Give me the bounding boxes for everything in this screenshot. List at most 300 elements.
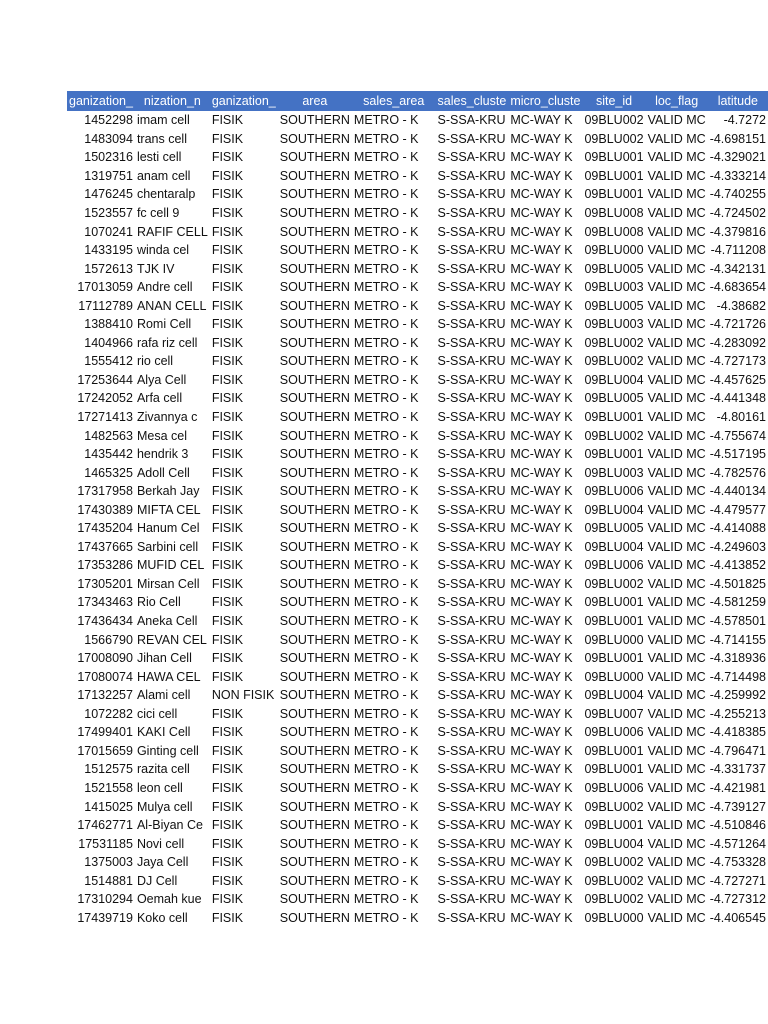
table-cell[interactable]: 1521558: [84, 780, 133, 795]
table-cell[interactable]: Koko cell: [136, 910, 188, 925]
table-cell[interactable]: Romi Cell: [136, 317, 192, 332]
table-cell[interactable]: REVAN CEL: [136, 632, 207, 647]
table-cell[interactable]: -4.740255: [709, 187, 766, 202]
table-cell[interactable]: S-SSA-KRU: [437, 855, 506, 870]
table-cell[interactable]: FISIK: [211, 206, 244, 220]
table-cell[interactable]: SOUTHERN: [279, 131, 350, 146]
table-cell[interactable]: SOUTHERN: [279, 576, 350, 591]
table-cell[interactable]: 17436434: [77, 614, 133, 629]
table-cell[interactable]: SOUTHERN: [279, 317, 350, 332]
table-cell[interactable]: imam cell: [136, 113, 190, 128]
table-cell[interactable]: -4.7272: [723, 113, 766, 128]
table-cell[interactable]: 17253644: [77, 372, 133, 387]
table-cell[interactable]: MC-WAY K: [510, 614, 573, 629]
table-cell[interactable]: rio cell: [136, 354, 174, 369]
table-cell[interactable]: 09BLU005: [584, 298, 644, 313]
table-cell[interactable]: VALID MC: [647, 168, 706, 183]
table-cell[interactable]: METRO - K: [353, 614, 419, 629]
table-cell[interactable]: 09BLU001: [584, 447, 644, 462]
table-cell[interactable]: VALID MC: [647, 539, 706, 554]
table-cell[interactable]: METRO - K: [353, 354, 419, 369]
table-cell[interactable]: -4.283092: [709, 335, 766, 350]
table-cell[interactable]: -4.259992: [709, 688, 766, 703]
table-cell[interactable]: VALID MC: [647, 595, 706, 610]
table-cell[interactable]: 09BLU001: [584, 762, 644, 777]
table-cell[interactable]: 17310294: [77, 892, 133, 907]
table-cell[interactable]: anam cell: [136, 168, 191, 183]
column-header[interactable]: sales_cluste: [436, 91, 509, 111]
table-cell[interactable]: 09BLU001: [584, 187, 644, 202]
table-cell[interactable]: 17013059: [77, 280, 133, 295]
table-cell[interactable]: VALID MC: [647, 799, 706, 814]
table-cell[interactable]: SOUTHERN: [279, 224, 350, 239]
table-cell[interactable]: S-SSA-KRU: [437, 576, 506, 591]
table-cell[interactable]: FISIK: [211, 298, 244, 313]
table-cell[interactable]: S-SSA-KRU: [437, 706, 506, 721]
table-cell[interactable]: SOUTHERN: [279, 502, 350, 517]
table-cell[interactable]: Berkah Jay: [136, 484, 200, 499]
table-cell[interactable]: METRO - K: [353, 410, 419, 425]
table-cell[interactable]: MC-WAY K: [510, 539, 573, 554]
table-cell[interactable]: 09BLU001: [584, 614, 644, 629]
table-cell[interactable]: Mirsan Cell: [136, 576, 200, 591]
table-cell[interactable]: S-SSA-KRU: [437, 521, 506, 536]
table-cell[interactable]: 17317958: [77, 484, 133, 499]
table-cell[interactable]: 09BLU004: [584, 502, 644, 517]
table-cell[interactable]: 17112789: [78, 298, 133, 313]
table-cell[interactable]: -4.755674: [709, 428, 766, 443]
table-cell[interactable]: rafa riz cell: [136, 335, 198, 350]
table-cell[interactable]: -4.406545: [709, 910, 766, 925]
table-cell[interactable]: 09BLU004: [584, 372, 644, 387]
table-cell[interactable]: SOUTHERN: [279, 539, 350, 554]
table-cell[interactable]: MC-WAY K: [510, 669, 573, 684]
table-cell[interactable]: Arfa cell: [136, 391, 183, 406]
table-cell[interactable]: SOUTHERN: [279, 799, 350, 814]
table-cell[interactable]: 09BLU000: [584, 243, 644, 258]
table-cell[interactable]: SOUTHERN: [279, 261, 350, 276]
table-cell[interactable]: Oemah kue: [136, 892, 202, 907]
table-cell[interactable]: SOUTHERN: [279, 354, 350, 369]
table-cell[interactable]: S-SSA-KRU: [437, 465, 506, 480]
table-cell[interactable]: -4.517195: [709, 447, 766, 462]
table-cell[interactable]: 09BLU006: [584, 484, 644, 499]
table-cell[interactable]: S-SSA-KRU: [437, 354, 506, 369]
table-cell[interactable]: 09BLU007: [584, 706, 644, 721]
table-cell[interactable]: METRO - K: [353, 521, 419, 536]
table-cell[interactable]: -4.379816: [709, 224, 766, 239]
table-cell[interactable]: SOUTHERN: [279, 335, 350, 350]
table-cell[interactable]: Ginting cell: [136, 743, 199, 758]
table-cell[interactable]: -4.38682: [716, 298, 766, 313]
table-cell[interactable]: VALID MC: [647, 576, 706, 591]
table-cell[interactable]: SOUTHERN: [279, 484, 350, 499]
table-cell[interactable]: FISIK: [211, 447, 244, 462]
table-cell[interactable]: VALID MC: [647, 669, 706, 684]
table-cell[interactable]: 17080074: [77, 669, 133, 684]
table-cell[interactable]: S-SSA-KRU: [437, 261, 506, 276]
table-cell[interactable]: SOUTHERN: [279, 243, 350, 258]
table-cell[interactable]: METRO - K: [353, 206, 419, 220]
table-cell[interactable]: 09BLU000: [584, 910, 644, 925]
table-cell[interactable]: METRO - K: [353, 428, 419, 443]
table-cell[interactable]: Zivannya c: [136, 410, 198, 425]
table-cell[interactable]: FISIK: [211, 743, 244, 758]
table-cell[interactable]: 09BLU002: [584, 892, 644, 907]
table-cell[interactable]: MC-WAY K: [510, 688, 573, 703]
table-cell[interactable]: FISIK: [211, 113, 244, 128]
column-header[interactable]: nization_n: [135, 91, 210, 111]
table-cell[interactable]: METRO - K: [353, 502, 419, 517]
table-cell[interactable]: Novi cell: [136, 836, 185, 851]
table-cell[interactable]: S-SSA-KRU: [437, 206, 506, 220]
table-cell[interactable]: MC-WAY K: [510, 502, 573, 517]
table-cell[interactable]: VALID MC: [647, 762, 706, 777]
table-cell[interactable]: 09BLU002: [584, 354, 644, 369]
table-cell[interactable]: Adoll Cell: [136, 465, 190, 480]
table-cell[interactable]: -4.421981: [709, 780, 766, 795]
table-cell[interactable]: MC-WAY K: [510, 465, 573, 480]
table-cell[interactable]: VALID MC: [647, 892, 706, 907]
table-cell[interactable]: MC-WAY K: [510, 187, 573, 202]
table-cell[interactable]: SOUTHERN: [279, 410, 350, 425]
table-cell[interactable]: VALID MC: [647, 391, 706, 406]
table-cell[interactable]: VALID MC: [647, 706, 706, 721]
table-cell[interactable]: 17242052: [77, 391, 133, 406]
table-cell[interactable]: FISIK: [211, 818, 244, 833]
table-cell[interactable]: 1070241: [84, 224, 133, 239]
table-cell[interactable]: winda cel: [136, 243, 190, 258]
table-cell[interactable]: -4.581259: [709, 595, 766, 610]
table-cell[interactable]: 1502316: [84, 150, 133, 165]
table-cell[interactable]: VALID MC: [647, 187, 706, 202]
table-cell[interactable]: MC-WAY K: [510, 168, 573, 183]
table-cell[interactable]: 1572613: [84, 261, 133, 276]
table-cell[interactable]: METRO - K: [353, 465, 419, 480]
column-header[interactable]: loc_flag: [646, 91, 708, 111]
table-cell[interactable]: VALID MC: [647, 243, 706, 258]
table-cell[interactable]: -4.796471: [709, 743, 766, 758]
table-cell[interactable]: 1319751: [84, 168, 133, 183]
table-cell[interactable]: 09BLU002: [584, 855, 644, 870]
table-cell[interactable]: SOUTHERN: [279, 372, 350, 387]
table-cell[interactable]: FISIK: [211, 391, 244, 406]
table-cell[interactable]: MC-WAY K: [510, 706, 573, 721]
table-cell[interactable]: 09BLU001: [584, 651, 644, 666]
table-cell[interactable]: SOUTHERN: [279, 762, 350, 777]
table-cell[interactable]: METRO - K: [353, 335, 419, 350]
table-cell[interactable]: S-SSA-KRU: [437, 818, 506, 833]
table-cell[interactable]: FISIK: [211, 576, 244, 591]
table-cell[interactable]: 09BLU001: [584, 150, 644, 165]
table-cell[interactable]: MC-WAY K: [510, 391, 573, 406]
table-cell[interactable]: -4.724502: [709, 206, 766, 220]
table-cell[interactable]: 17015659: [77, 743, 133, 758]
table-cell[interactable]: MC-WAY K: [510, 113, 573, 128]
table-cell[interactable]: METRO - K: [353, 317, 419, 332]
table-cell[interactable]: MC-WAY K: [510, 243, 573, 258]
table-cell[interactable]: -4.711208: [710, 243, 766, 258]
table-cell[interactable]: TJK IV: [136, 261, 175, 276]
table-cell[interactable]: S-SSA-KRU: [437, 447, 506, 462]
table-cell[interactable]: FISIK: [211, 150, 244, 165]
table-cell[interactable]: METRO - K: [353, 873, 419, 888]
table-cell[interactable]: 1465325: [84, 465, 133, 480]
table-cell[interactable]: FISIK: [211, 502, 244, 517]
table-cell[interactable]: 09BLU002: [584, 576, 644, 591]
table-cell[interactable]: FISIK: [211, 335, 244, 350]
table-cell[interactable]: MUFID CEL: [136, 558, 205, 573]
table-cell[interactable]: 17435204: [77, 521, 133, 536]
table-cell[interactable]: METRO - K: [353, 539, 419, 554]
table-cell[interactable]: 09BLU002: [584, 113, 644, 128]
table-cell[interactable]: MC-WAY K: [510, 780, 573, 795]
table-cell[interactable]: SOUTHERN: [279, 558, 350, 573]
table-cell[interactable]: -4.249603: [709, 539, 766, 554]
table-cell[interactable]: 17439719: [77, 910, 133, 925]
table-cell[interactable]: S-SSA-KRU: [437, 187, 506, 202]
table-cell[interactable]: -4.329021: [709, 150, 766, 165]
table-cell[interactable]: METRO - K: [353, 595, 419, 610]
table-cell[interactable]: 17437665: [77, 539, 133, 554]
table-cell[interactable]: 17343463: [77, 595, 133, 610]
table-cell[interactable]: 09BLU002: [584, 335, 644, 350]
table-cell[interactable]: FISIK: [211, 669, 244, 684]
table-cell[interactable]: 1483094: [84, 131, 133, 146]
table-cell[interactable]: MC-WAY K: [510, 799, 573, 814]
table-cell[interactable]: MC-WAY K: [510, 762, 573, 777]
table-cell[interactable]: VALID MC: [647, 447, 706, 462]
table-cell[interactable]: 1072282: [84, 706, 133, 721]
table-cell[interactable]: VALID MC: [647, 150, 706, 165]
table-cell[interactable]: S-SSA-KRU: [437, 280, 506, 295]
table-cell[interactable]: trans cell: [136, 131, 187, 146]
table-cell[interactable]: S-SSA-KRU: [437, 317, 506, 332]
table-cell[interactable]: FISIK: [211, 762, 244, 777]
table-cell[interactable]: -4.739127: [709, 799, 766, 814]
table-cell[interactable]: METRO - K: [353, 150, 419, 165]
table-cell[interactable]: SOUTHERN: [279, 855, 350, 870]
table-cell[interactable]: SOUTHERN: [279, 873, 350, 888]
table-cell[interactable]: KAKI Cell: [136, 725, 191, 740]
table-cell[interactable]: S-SSA-KRU: [437, 743, 506, 758]
table-cell[interactable]: S-SSA-KRU: [437, 298, 506, 313]
table-cell[interactable]: SOUTHERN: [279, 298, 350, 313]
table-cell[interactable]: METRO - K: [353, 743, 419, 758]
table-cell[interactable]: VALID MC: [647, 428, 706, 443]
table-cell[interactable]: -4.753328: [709, 855, 766, 870]
table-cell[interactable]: 09BLU001: [584, 818, 644, 833]
table-cell[interactable]: leon cell: [136, 780, 183, 795]
table-cell[interactable]: METRO - K: [353, 280, 419, 295]
table-cell[interactable]: FISIK: [211, 261, 244, 276]
table-cell[interactable]: FISIK: [211, 539, 244, 554]
column-header[interactable]: latitude: [708, 91, 768, 111]
table-cell[interactable]: S-SSA-KRU: [437, 725, 506, 740]
table-cell[interactable]: 09BLU004: [584, 688, 644, 703]
table-cell[interactable]: MC-WAY K: [510, 873, 573, 888]
table-cell[interactable]: RAFIF CELL: [136, 224, 208, 239]
table-cell[interactable]: FISIK: [211, 706, 244, 721]
table-cell[interactable]: MC-WAY K: [510, 743, 573, 758]
table-cell[interactable]: 1375003: [84, 855, 133, 870]
table-cell[interactable]: SOUTHERN: [279, 206, 350, 220]
table-cell[interactable]: FISIK: [211, 224, 244, 239]
table-cell[interactable]: METRO - K: [353, 113, 419, 128]
table-cell[interactable]: 1512575: [84, 762, 133, 777]
table-cell[interactable]: VALID MC: [647, 521, 706, 536]
table-cell[interactable]: SOUTHERN: [279, 706, 350, 721]
table-cell[interactable]: 1523557: [84, 206, 133, 220]
table-cell[interactable]: Mesa cel: [136, 428, 187, 443]
table-cell[interactable]: SOUTHERN: [279, 651, 350, 666]
table-cell[interactable]: METRO - K: [353, 558, 419, 573]
table-cell[interactable]: SOUTHERN: [279, 391, 350, 406]
table-cell[interactable]: SOUTHERN: [279, 113, 350, 128]
table-cell[interactable]: SOUTHERN: [279, 595, 350, 610]
table-cell[interactable]: METRO - K: [353, 688, 419, 703]
table-cell[interactable]: FISIK: [211, 910, 244, 925]
table-cell[interactable]: S-SSA-KRU: [437, 799, 506, 814]
table-cell[interactable]: 17132257: [77, 688, 133, 703]
table-cell[interactable]: 09BLU006: [584, 725, 644, 740]
table-cell[interactable]: S-SSA-KRU: [437, 335, 506, 350]
table-cell[interactable]: -4.721726: [709, 317, 766, 332]
table-cell[interactable]: SOUTHERN: [279, 669, 350, 684]
table-cell[interactable]: 17430389: [77, 502, 133, 517]
table-cell[interactable]: MC-WAY K: [510, 261, 573, 276]
table-cell[interactable]: METRO - K: [353, 706, 419, 721]
table-cell[interactable]: VALID MC: [647, 502, 706, 517]
table-cell[interactable]: 17008090: [77, 651, 133, 666]
table-cell[interactable]: SOUTHERN: [279, 910, 350, 925]
table-cell[interactable]: Sarbini cell: [136, 539, 199, 554]
table-cell[interactable]: S-SSA-KRU: [437, 131, 506, 146]
table-cell[interactable]: S-SSA-KRU: [437, 614, 506, 629]
table-cell[interactable]: 09BLU005: [584, 261, 644, 276]
table-cell[interactable]: -4.413852: [709, 558, 766, 573]
table-cell[interactable]: SOUTHERN: [279, 836, 350, 851]
table-cell[interactable]: SOUTHERN: [279, 892, 350, 907]
table-cell[interactable]: S-SSA-KRU: [437, 539, 506, 554]
table-cell[interactable]: MIFTA CEL: [136, 502, 201, 517]
table-cell[interactable]: FISIK: [211, 632, 244, 647]
table-cell[interactable]: S-SSA-KRU: [437, 484, 506, 499]
table-cell[interactable]: MC-WAY K: [510, 910, 573, 925]
table-cell[interactable]: VALID MC: [647, 354, 706, 369]
table-cell[interactable]: VALID MC: [647, 298, 706, 313]
table-cell[interactable]: MC-WAY K: [510, 150, 573, 165]
table-cell[interactable]: METRO - K: [353, 632, 419, 647]
table-cell[interactable]: 09BLU000: [584, 632, 644, 647]
table-cell[interactable]: FISIK: [211, 725, 244, 740]
table-cell[interactable]: METRO - K: [353, 762, 419, 777]
table-cell[interactable]: SOUTHERN: [279, 688, 350, 703]
table-cell[interactable]: FISIK: [211, 187, 244, 202]
table-cell[interactable]: MC-WAY K: [510, 818, 573, 833]
table-cell[interactable]: FISIK: [211, 484, 244, 499]
table-cell[interactable]: -4.571264: [709, 836, 766, 851]
table-cell[interactable]: MC-WAY K: [510, 725, 573, 740]
table-cell[interactable]: MC-WAY K: [510, 447, 573, 462]
table-cell[interactable]: Alya Cell: [136, 372, 187, 387]
table-cell[interactable]: VALID MC: [647, 224, 706, 239]
table-cell[interactable]: 09BLU004: [584, 836, 644, 851]
table-cell[interactable]: 17305201: [77, 576, 133, 591]
table-cell[interactable]: VALID MC: [647, 317, 706, 332]
table-cell[interactable]: VALID MC: [647, 335, 706, 350]
table-cell[interactable]: NON FISIK: [211, 688, 275, 703]
table-cell[interactable]: 1482563: [84, 428, 133, 443]
table-cell[interactable]: MC-WAY K: [510, 558, 573, 573]
table-cell[interactable]: VALID MC: [647, 855, 706, 870]
table-cell[interactable]: SOUTHERN: [279, 780, 350, 795]
table-cell[interactable]: -4.714498: [709, 669, 766, 684]
table-cell[interactable]: -4.782576: [709, 465, 766, 480]
table-cell[interactable]: S-SSA-KRU: [437, 243, 506, 258]
table-cell[interactable]: VALID MC: [647, 280, 706, 295]
table-cell[interactable]: METRO - K: [353, 576, 419, 591]
table-cell[interactable]: VALID MC: [647, 780, 706, 795]
table-cell[interactable]: 09BLU005: [584, 521, 644, 536]
table-cell[interactable]: MC-WAY K: [510, 836, 573, 851]
table-cell[interactable]: -4.501825: [709, 576, 766, 591]
table-cell[interactable]: S-SSA-KRU: [437, 910, 506, 925]
table-cell[interactable]: 17531185: [78, 836, 133, 851]
table-cell[interactable]: FISIK: [211, 280, 244, 295]
table-cell[interactable]: Aneka Cell: [136, 614, 198, 629]
table-cell[interactable]: -4.255213: [709, 706, 766, 721]
table-cell[interactable]: -4.683654: [709, 280, 766, 295]
table-cell[interactable]: DJ Cell: [136, 873, 178, 888]
table-cell[interactable]: FISIK: [211, 799, 244, 814]
table-cell[interactable]: lesti cell: [136, 150, 182, 165]
table-cell[interactable]: FISIK: [211, 558, 244, 573]
table-cell[interactable]: VALID MC: [647, 743, 706, 758]
table-cell[interactable]: FISIK: [211, 354, 244, 369]
table-cell[interactable]: Hanum Cel: [136, 521, 200, 536]
table-cell[interactable]: MC-WAY K: [510, 131, 573, 146]
table-cell[interactable]: S-SSA-KRU: [437, 168, 506, 183]
table-cell[interactable]: 09BLU001: [584, 743, 644, 758]
table-cell[interactable]: VALID MC: [647, 614, 706, 629]
table-cell[interactable]: MC-WAY K: [510, 410, 573, 425]
table-cell[interactable]: METRO - K: [353, 780, 419, 795]
table-cell[interactable]: 1415025: [84, 799, 133, 814]
table-cell[interactable]: Jihan Cell: [136, 651, 192, 666]
table-cell[interactable]: 1476245: [84, 187, 133, 202]
table-cell[interactable]: S-SSA-KRU: [437, 780, 506, 795]
table-cell[interactable]: -4.80161: [716, 410, 766, 425]
table-cell[interactable]: METRO - K: [353, 372, 419, 387]
table-cell[interactable]: SOUTHERN: [279, 725, 350, 740]
table-cell[interactable]: razita cell: [136, 762, 190, 777]
table-cell[interactable]: chentaralp: [136, 187, 196, 202]
table-cell[interactable]: cici cell: [136, 706, 178, 721]
table-cell[interactable]: FISIK: [211, 410, 244, 425]
column-header[interactable]: site_id: [582, 91, 645, 111]
table-cell[interactable]: -4.418385: [709, 725, 766, 740]
table-cell[interactable]: S-SSA-KRU: [437, 688, 506, 703]
table-cell[interactable]: hendrik 3: [136, 447, 189, 462]
table-cell[interactable]: 09BLU001: [584, 595, 644, 610]
column-header[interactable]: ganization_: [67, 91, 135, 111]
column-header[interactable]: ganization_: [210, 91, 278, 111]
table-cell[interactable]: S-SSA-KRU: [437, 410, 506, 425]
table-cell[interactable]: S-SSA-KRU: [437, 502, 506, 517]
table-cell[interactable]: VALID MC: [647, 113, 706, 128]
table-cell[interactable]: -4.727173: [709, 354, 766, 369]
